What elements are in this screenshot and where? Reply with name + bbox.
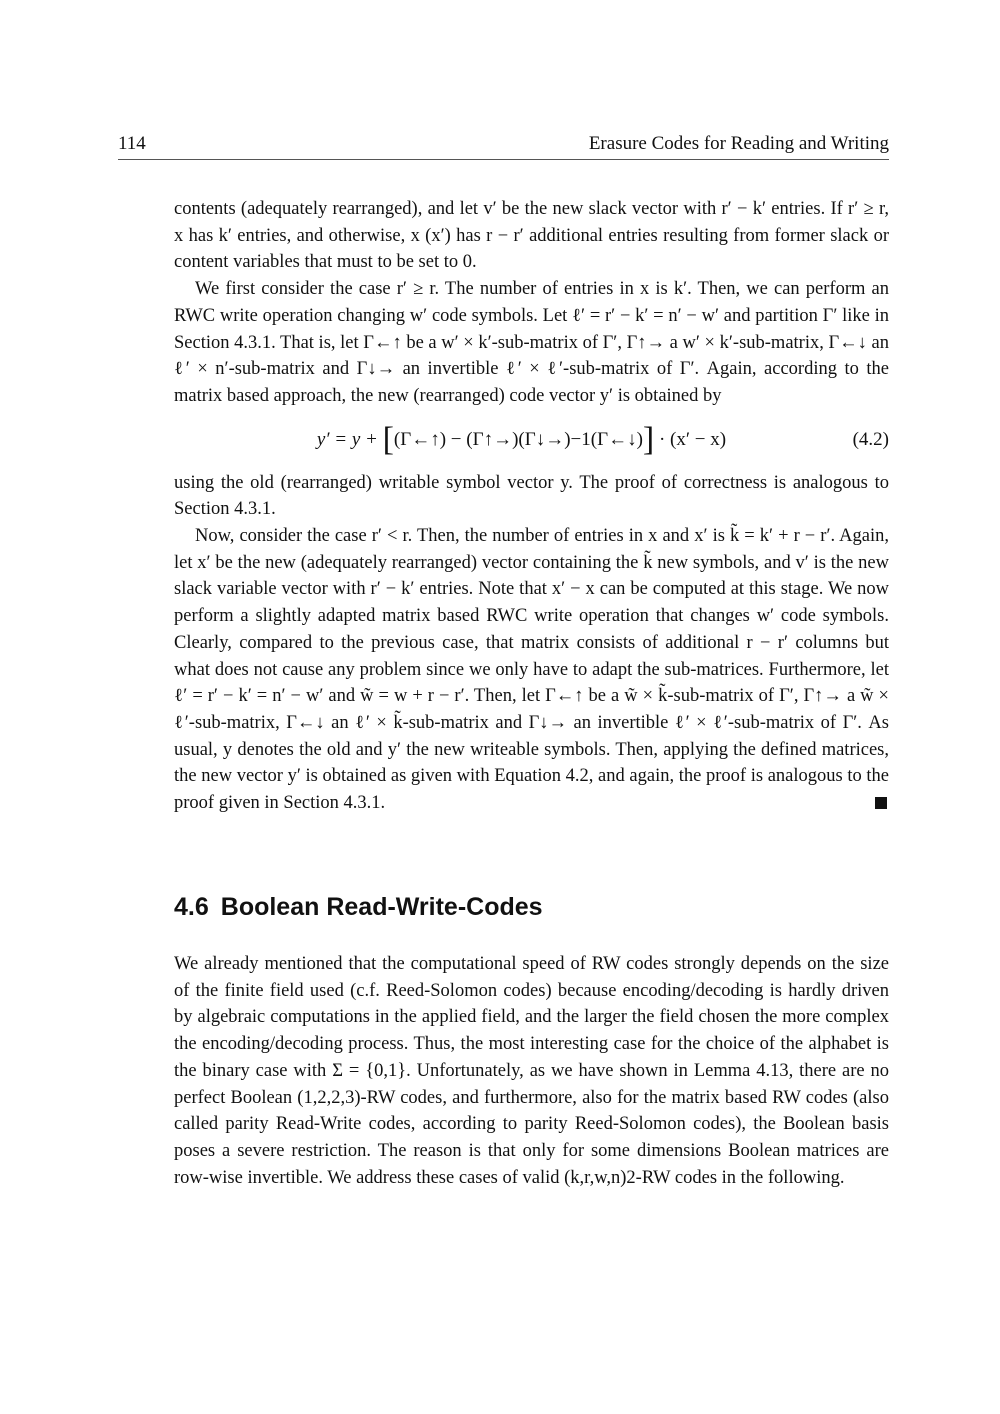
main-text	[174, 196, 889, 817]
paragraph-4-text: Now, consider the case r′ < r. Then, the number of entries in x and x′ is k̃ = k′ + r − r′. Again, let x′ be the new (adequately rearranged) vector containing the k̃ new symbols, and v′ is the new slack variable vector with r′ − k′ entries. Note that x′ − x can be computed at this stage. We now perform a slightly adapted matrix based RWC write operation that changes w′ code symbols. Clearly, compared to the previous case, that matrix consists of additional r − r′ columns but what does not cause any problem since we only have to adapt the sub-matrices. Furthermore, let ℓ′ = r′ − k′ = n′ − w′ and w̃ = w + r − r′. Then, let Γ←↑ be a w̃ × k̃-sub-matrix of Γ′, Γ↑→ a w̃ × ℓ′-sub-matrix, Γ←↓ an ℓ′ × k̃-sub-matrix and Γ↓→ an invertible ℓ′ × ℓ′-sub-matrix of Γ′. As usual, y denotes the old and y′ the new writeable symbols. Then, applying the defined matrices, the new vector y′ is obtained as given with Equation 4.2, and again, the proof is analogous to the proof given in Section 4.3.1.	[174, 526, 889, 814]
running-title: Erasure Codes for Reading and Writing	[588, 133, 889, 154]
right-bracket: ]	[642, 421, 655, 459]
paragraph-2: We first consider the case r′ ≥ r. The number of entries in x is k′. Then, we can perform an RWC write operation changing w′ code symbols. Let ℓ′ = r′ − k′ = n′ − w′ and partition Γ′ like in Section 4.3.1. That is, let Γ←↑ be a w′ × k′-sub-matrix of Γ′, Γ↑→ a w′ × k′-sub-matrix, Γ←↓ an ℓ′ × n′-sub-matrix and Γ↓→ an invertible ℓ′ × ℓ′-sub-matrix of Γ′. Again, according to the matrix based approach, the new (rearranged) code vector y′ is obtained by	[174, 279, 889, 406]
section-title: Boolean Read-Write-Codes	[220, 893, 543, 921]
paragraph-4	[174, 523, 889, 817]
page-header	[118, 133, 889, 160]
equation-lhs: y′ = y +	[316, 429, 378, 451]
equation-rhs: · (x′ − x)	[658, 429, 727, 451]
equation-number: (4.2)	[852, 429, 889, 451]
section-text	[174, 951, 889, 1191]
page-number: 114	[118, 133, 146, 154]
paragraph-1: contents (adequately rearranged), and let v′ be the new slack vector with r′ − k′ entries. If r′ ≥ r, x has k′ entries, and otherwise, x (x′) has r − r′ additional entries resulting from former slack or content variables that must to be set to 0.	[174, 199, 889, 273]
section-number: 4.6	[174, 893, 209, 921]
equation-4-2	[174, 416, 889, 466]
paragraph-3: using the old (rearranged) writable symbol vector y. The proof of correctness is analogous to Section 4.3.1.	[174, 472, 889, 520]
equation-body	[174, 421, 829, 459]
qed-square-icon	[875, 797, 887, 809]
left-bracket: [	[382, 421, 394, 459]
section-heading	[174, 893, 543, 922]
section-paragraph: We already mentioned that the computational speed of RW codes strongly depends on the size of the finite field used (c.f. Reed-Solomon codes) because encoding/decoding is hardly driven by algebraic computations in the applied field, and the larger the field chosen the more complex the encoding/decoding process. Thus, the most interesting case for the choice of the alphabet is the binary case with Σ = {0,1}. Unfortunately, as we have shown in Lemma 4.13, there are no perfect Boolean (1,2,2,3)-RW codes, and furthermore, also for the matrix based RW codes (also called parity Read-Write codes, according to parity Reed-Solomon codes), the Boolean basis poses a severe restriction. The reason is that only for some dimensions Boolean matrices are row-wise invertible. We address these cases of valid (k,r,w,n)2-RW codes in the following.	[174, 954, 889, 1188]
equation-bracket-content: (Γ←↑) − (Γ↑→)(Γ↓→)−1(Γ←↓)	[393, 429, 643, 451]
